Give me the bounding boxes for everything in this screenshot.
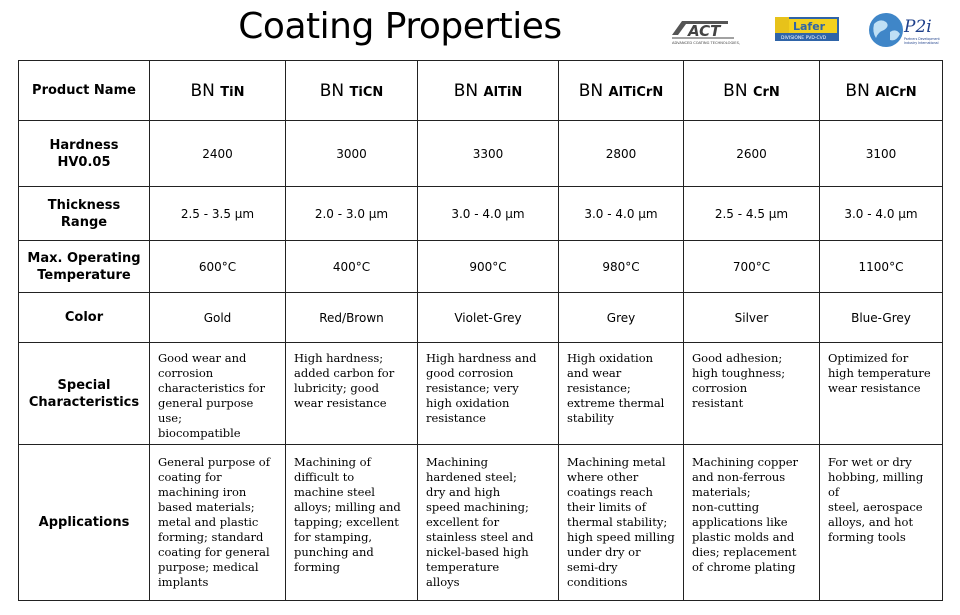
- product-prefix: BN: [723, 80, 748, 101]
- row-header-line: Thickness: [47, 197, 121, 213]
- special-line: Optimized for: [828, 351, 909, 365]
- applications-line: high speed milling: [567, 530, 675, 544]
- thickness-value: 3.0 - 4.0 µm: [820, 187, 943, 241]
- row-header-line: Special: [57, 377, 111, 393]
- special-line: corrosion: [158, 366, 214, 380]
- product-coating: CrN: [752, 84, 780, 100]
- product-name-cell: [286, 61, 418, 121]
- p2i-logo: [866, 10, 946, 50]
- svg-text:Industry International: Industry International: [904, 41, 939, 45]
- product-prefix: BN: [845, 80, 870, 101]
- thickness-value: 2.5 - 4.5 µm: [684, 187, 820, 241]
- applications-line: non-cutting: [692, 500, 760, 514]
- coating-properties-table: [18, 60, 943, 601]
- special-line: High oxidation: [567, 351, 654, 365]
- thickness-value: 3.0 - 4.0 µm: [559, 187, 684, 241]
- applications-text: [820, 445, 943, 601]
- thickness-value: 2.0 - 3.0 µm: [286, 187, 418, 241]
- applications-line: hobbing, milling of: [828, 470, 924, 499]
- product-coating: AlTiCrN: [608, 84, 664, 100]
- applications-line: nickel-based high: [426, 545, 529, 559]
- applications-line: speed machining;: [426, 500, 529, 514]
- applications-line: conditions: [567, 575, 628, 589]
- row-header-thickness: [19, 187, 150, 241]
- applications-line: plastic molds and: [692, 530, 795, 544]
- temperature-value: 1100°C: [820, 241, 943, 293]
- special-line: added carbon for: [294, 366, 395, 380]
- applications-line: difficult to: [294, 470, 355, 484]
- applications-line: machine steel: [294, 485, 375, 499]
- special-line: resistance: [426, 411, 486, 425]
- applications-line: alloys: [426, 575, 460, 589]
- applications-line: for stamping,: [294, 530, 373, 544]
- special-text: [820, 343, 943, 445]
- row-header-line: Characteristics: [28, 394, 140, 410]
- applications-line: coating for: [158, 470, 222, 484]
- applications-line: applications like: [692, 515, 788, 529]
- color-value: Silver: [684, 293, 820, 343]
- applications-text: [418, 445, 559, 601]
- applications-line: implants: [158, 575, 209, 589]
- special-line: resistance; very: [426, 381, 519, 395]
- product-coating: AlCrN: [875, 84, 917, 100]
- applications-line: stainless steel and: [426, 530, 534, 544]
- applications-line: semi-dry: [567, 560, 618, 574]
- applications-line: and non-ferrous: [692, 470, 786, 484]
- special-line: High hardness and: [426, 351, 537, 365]
- applications-line: coating for general: [158, 545, 270, 559]
- applications-line: forming: [294, 560, 341, 574]
- special-line: extreme thermal: [567, 396, 665, 410]
- act-logo: [668, 17, 740, 47]
- applications-line: thermal stability;: [567, 515, 668, 529]
- hardness-value: 2600: [684, 121, 820, 187]
- applications-line: Machining of: [294, 455, 371, 469]
- applications-line: materials;: [692, 485, 751, 499]
- temperature-value: 980°C: [559, 241, 684, 293]
- row-temperature: [19, 241, 943, 293]
- row-header-line: Range: [60, 214, 108, 230]
- color-value: Violet-Grey: [418, 293, 559, 343]
- applications-line: forming tools: [828, 530, 906, 544]
- applications-line: metal and plastic: [158, 515, 259, 529]
- product-name-cell: [559, 61, 684, 121]
- special-line: wear resistance: [828, 381, 921, 395]
- product-prefix: BN: [190, 80, 215, 101]
- special-line: good corrosion: [426, 366, 514, 380]
- applications-line: dry and high: [426, 485, 501, 499]
- special-line: characteristics for: [158, 381, 265, 395]
- special-line: and wear: [567, 366, 622, 380]
- special-line: High hardness;: [294, 351, 384, 365]
- applications-line: purpose; medical: [158, 560, 259, 574]
- applications-line: Machining copper: [692, 455, 799, 469]
- applications-line: excellent for: [426, 515, 500, 529]
- color-value: Gold: [150, 293, 286, 343]
- applications-line: tapping; excellent: [294, 515, 399, 529]
- special-text: [684, 343, 820, 445]
- applications-line: steel, aerospace: [828, 500, 923, 514]
- temperature-value: 900°C: [418, 241, 559, 293]
- product-name-cell: [418, 61, 559, 121]
- applications-line: General purpose of: [158, 455, 270, 469]
- product-coating: TiCN: [349, 84, 384, 100]
- applications-line: hardened steel;: [426, 470, 517, 484]
- svg-text:P2i: P2i: [904, 17, 932, 37]
- special-line: stability: [567, 411, 614, 425]
- row-hardness: [19, 121, 943, 187]
- svg-text:Lafer: Lafer: [793, 20, 826, 33]
- product-coating: TiN: [220, 84, 245, 100]
- temperature-value: 700°C: [684, 241, 820, 293]
- hardness-value: 3300: [418, 121, 559, 187]
- product-name-cell: [684, 61, 820, 121]
- page-title: Coating Properties: [238, 6, 562, 47]
- row-header-applications: Applications: [19, 445, 150, 601]
- hardness-value: 3100: [820, 121, 943, 187]
- applications-line: temperature: [426, 560, 500, 574]
- product-name-cell: [820, 61, 943, 121]
- row-header-line: Temperature: [37, 267, 131, 283]
- applications-line: Machining: [426, 455, 489, 469]
- row-header-line: Max. Operating: [27, 250, 141, 266]
- temperature-value: 400°C: [286, 241, 418, 293]
- applications-line: coatings reach: [567, 485, 653, 499]
- applications-line: forming; standard: [158, 530, 264, 544]
- row-header-special: [19, 343, 150, 445]
- row-header-hardness: [19, 121, 150, 187]
- special-line: Good adhesion;: [692, 351, 783, 365]
- hardness-value: 2400: [150, 121, 286, 187]
- applications-line: based materials;: [158, 500, 255, 514]
- row-header-line: HV0.05: [57, 154, 111, 170]
- row-header-color: Color: [19, 293, 150, 343]
- applications-line: where other: [567, 470, 639, 484]
- special-line: Good wear and: [158, 351, 247, 365]
- product-prefix: BN: [453, 80, 479, 101]
- row-special: [19, 343, 943, 445]
- applications-line: punching and: [294, 545, 374, 559]
- svg-text:ACT: ACT: [688, 22, 721, 40]
- special-line: lubricity; good: [294, 381, 379, 395]
- special-line: resistance;: [567, 381, 631, 395]
- special-text: [559, 343, 684, 445]
- hardness-value: 3000: [286, 121, 418, 187]
- row-header-product: Product Name: [19, 61, 150, 121]
- applications-line: under dry or: [567, 545, 641, 559]
- special-line: corrosion: [692, 381, 748, 395]
- row-header-temperature: [19, 241, 150, 293]
- applications-line: alloys, and hot: [828, 515, 914, 529]
- applications-line: machining iron: [158, 485, 247, 499]
- applications-text: [684, 445, 820, 601]
- applications-line: alloys; milling and: [294, 500, 401, 514]
- applications-line: Machining metal: [567, 455, 666, 469]
- color-value: Red/Brown: [286, 293, 418, 343]
- special-line: high toughness;: [692, 366, 786, 380]
- product-name-cell: [150, 61, 286, 121]
- row-applications: [19, 445, 943, 601]
- thickness-value: 2.5 - 3.5 µm: [150, 187, 286, 241]
- product-coating: AlTiN: [483, 84, 523, 100]
- svg-text:DIVISIONE PVD-CVD: DIVISIONE PVD-CVD: [781, 36, 827, 41]
- applications-text: [559, 445, 684, 601]
- special-line: wear resistance: [294, 396, 387, 410]
- applications-line: For wet or dry: [828, 455, 912, 469]
- special-text: [418, 343, 559, 445]
- svg-text:Partners Development: Partners Development: [904, 37, 940, 41]
- special-line: high temperature: [828, 366, 931, 380]
- row-color: [19, 293, 943, 343]
- color-value: Blue-Grey: [820, 293, 943, 343]
- special-line: general purpose use;: [158, 396, 254, 425]
- thickness-value: 3.0 - 4.0 µm: [418, 187, 559, 241]
- applications-text: [150, 445, 286, 601]
- row-product: [19, 61, 943, 121]
- color-value: Grey: [559, 293, 684, 343]
- lafer-logo: [775, 17, 839, 41]
- applications-line: their limits of: [567, 500, 646, 514]
- applications-line: of chrome plating: [692, 560, 796, 574]
- product-prefix: BN: [319, 80, 345, 101]
- product-prefix: BN: [578, 80, 604, 101]
- svg-text:ADVANCED COATING TECHNOLOGIES,: ADVANCED COATING TECHNOLOGIES, INC: [672, 41, 740, 45]
- special-line: resistant: [692, 396, 744, 410]
- temperature-value: 600°C: [150, 241, 286, 293]
- row-thickness: [19, 187, 943, 241]
- special-text: [286, 343, 418, 445]
- applications-line: dies; replacement: [692, 545, 797, 559]
- special-line: biocompatible: [158, 426, 241, 440]
- hardness-value: 2800: [559, 121, 684, 187]
- applications-text: [286, 445, 418, 601]
- special-line: high oxidation: [426, 396, 510, 410]
- row-header-line: Hardness: [49, 137, 119, 153]
- special-text: [150, 343, 286, 445]
